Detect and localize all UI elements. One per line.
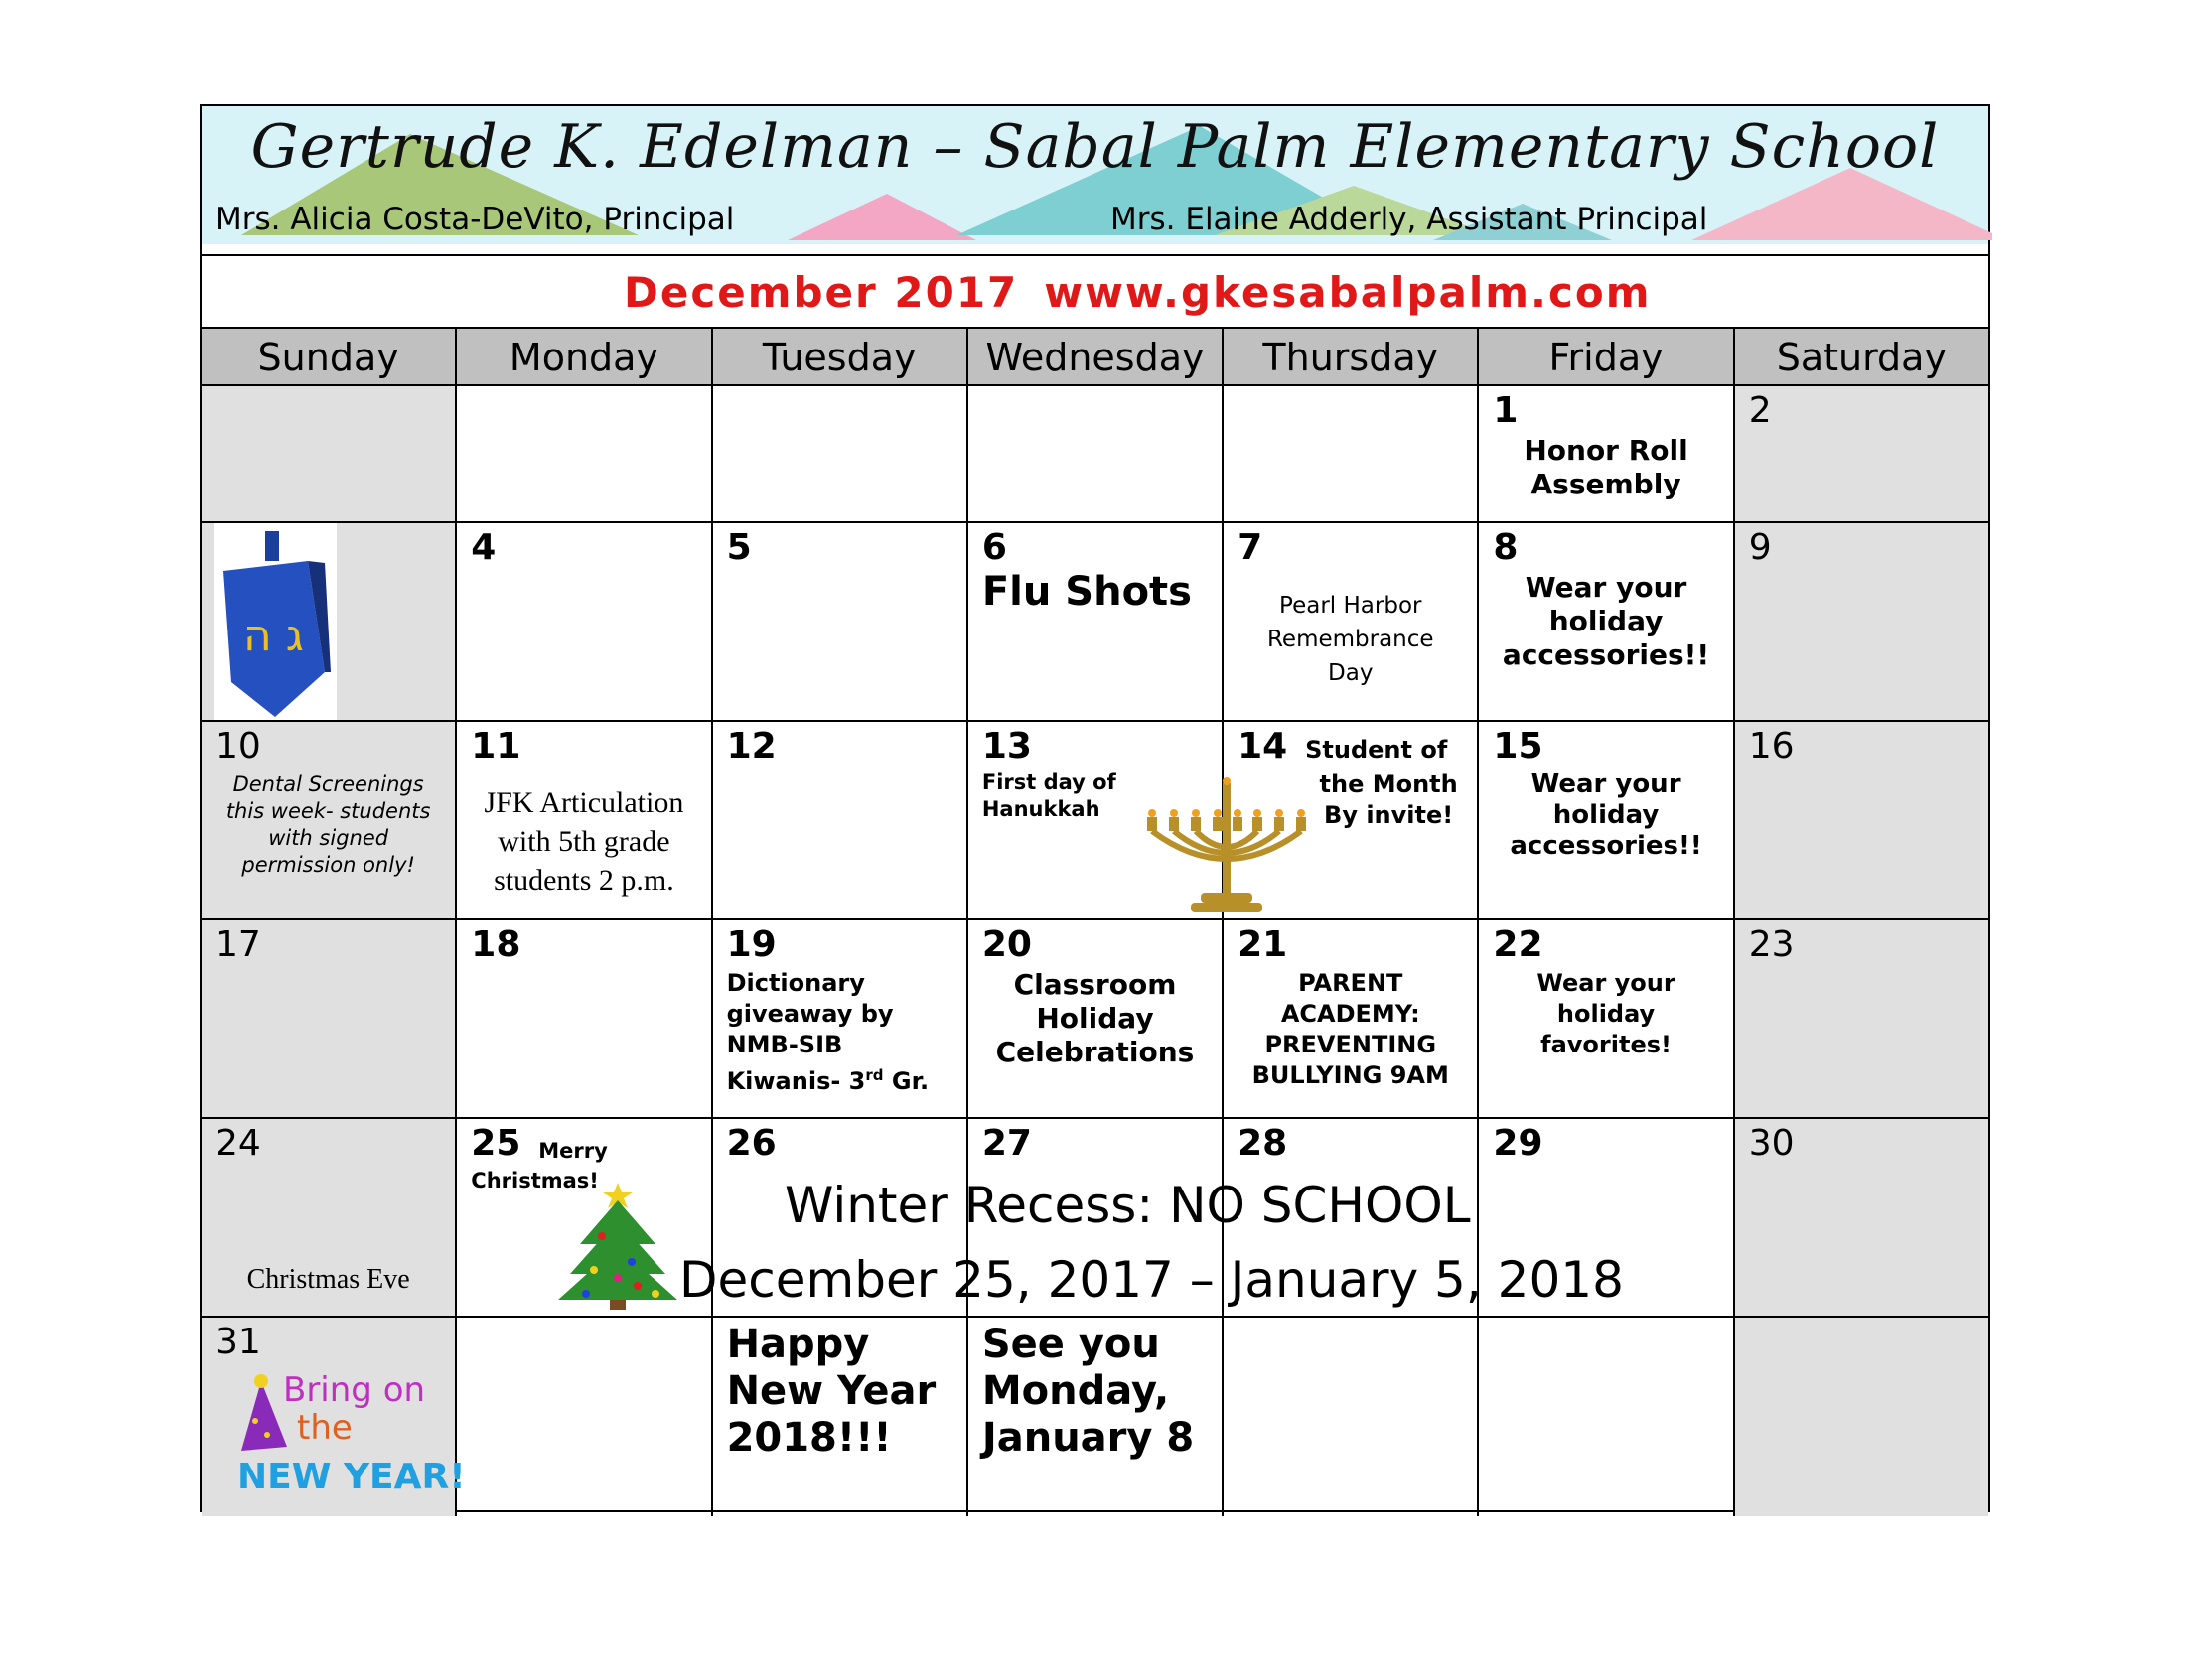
day-number: 5 [726,527,752,568]
day-number: 26 [726,1123,777,1164]
day-cell-empty [1735,1318,1988,1516]
day-cell-8 [1479,523,1734,720]
event-dictionary-sup: rd [865,1066,884,1084]
day-cell-1 [1479,386,1734,521]
week-row [202,386,1988,523]
event-see-you-monday: See you Monday, January 8 [981,1322,1195,1461]
day-cell-see-you [968,1318,1224,1516]
day-number: 6 [981,527,1007,568]
event-jfk-articulation: JFK Articulation with 5th grade students 2 p.m. [484,786,684,897]
day-number: 17 [216,924,261,965]
event-holiday-accessories: Wear your holiday accessories!! [1510,770,1702,861]
week-row [202,523,1988,722]
week-row [202,1318,1988,1516]
day-number: 13 [981,726,1032,767]
day-cell-empty [968,386,1224,521]
day-cell-15 [1479,722,1734,918]
day-cell-2 [1735,386,1988,521]
day-cell-9 [1735,523,1988,720]
event-merry: Merry [538,1139,608,1163]
day-number: 31 [216,1322,261,1362]
day-number: 19 [726,924,777,965]
assistant-principal-name: Mrs. Elaine Adderly, Assistant Principal [1110,202,1708,237]
event-dictionary-text: Dictionary giveaway by NMB-SIB Kiwanis- 3 [726,969,894,1095]
new-year-line-1: Bring on [283,1370,426,1410]
day-number: 14 [1238,726,1288,767]
new-year-line-3: NEW YEAR! [237,1457,466,1497]
event-dictionary-tail: Gr. [883,1067,930,1095]
day-number: 28 [1238,1123,1288,1164]
day-number: 25 [471,1123,521,1164]
day-cell-empty [202,386,457,521]
day-cell-11 [457,722,712,918]
day-cell-empty [1224,386,1479,521]
day-number: 4 [471,527,497,568]
event-parent-academy: PARENT ACADEMY: PREVENTING BULLYING 9AM [1251,969,1449,1089]
website-link[interactable]: www.gkesabalpalm.com [1044,268,1652,317]
weekday-sunday: Sunday [202,329,457,384]
day-cell-25 [457,1119,712,1316]
weekday-friday: Friday [1479,329,1734,384]
event-holiday-favorites: Wear your holiday favorites! [1536,969,1675,1058]
day-number: 23 [1748,924,1795,965]
school-title: Gertrude K. Edelman – Sabal Palm Elementary School [250,112,1940,182]
dreidel-icon [214,523,337,720]
day-cell-empty [713,386,968,521]
event-student-of-month-b: the Month By invite! [1319,770,1458,829]
day-number: 8 [1493,527,1519,568]
day-cell-empty [1224,1318,1479,1516]
day-number: 22 [1493,924,1543,965]
day-number: 21 [1238,924,1288,965]
day-number: 15 [1493,726,1543,767]
day-cell-10 [202,722,457,918]
day-number: 2 [1748,390,1772,431]
new-year-line-2: the [297,1408,353,1448]
new-year-icon [231,1361,466,1506]
event-student-of-month-a: Student of [1305,736,1448,764]
event-dental-screenings: Dental Screenings this week- students with signed permission only! [225,772,431,877]
day-number: 27 [981,1123,1032,1164]
day-cell-5 [713,523,968,720]
day-number: 7 [1238,527,1263,568]
banner-snow [202,244,1988,254]
day-cell-4 [457,523,712,720]
principal-name: Mrs. Alicia Costa-DeVito, Principal [216,202,735,237]
day-cell-12 [713,722,968,918]
event-pearl-harbor: Pearl Harbor Remembrance Day [1266,593,1434,686]
event-flu-shots: Flu Shots [981,569,1192,615]
month-title: December 2017 [624,268,1019,317]
day-number: 11 [471,726,521,767]
event-honor-roll: Honor Roll Assembly [1524,434,1688,500]
event-christmas: Christmas! [471,1169,599,1192]
day-cell-empty [1479,1318,1734,1516]
day-number: 18 [471,924,521,965]
day-cell-happy-new-year [713,1318,968,1516]
day-cell-31 [202,1318,466,1516]
day-cell-20 [968,920,1224,1117]
day-cell-30 [1735,1119,1988,1316]
day-number: 10 [216,726,261,767]
weekday-header-row [202,329,1988,386]
day-cell-6 [968,523,1224,720]
header-banner [202,106,1988,256]
calendar-grid [202,329,1988,1516]
day-number: 9 [1748,527,1772,568]
day-cell-3 [202,523,457,720]
day-number: 30 [1748,1123,1795,1164]
event-christmas-eve: Christmas Eve [246,1264,410,1295]
weekday-tuesday: Tuesday [713,329,968,384]
day-cell-14 [1224,722,1479,918]
winter-recess-dates: December 25, 2017 – January 5, 2018 [679,1251,1624,1309]
event-dictionary-giveaway [727,968,956,1097]
day-cell-17 [202,920,457,1117]
winter-recess-notice: Winter Recess: NO SCHOOL [785,1177,1471,1234]
weekday-monday: Monday [457,329,712,384]
day-cell-13 [968,722,1224,918]
day-number: 12 [726,726,777,767]
day-number: 29 [1493,1123,1543,1164]
day-cell-empty [457,1318,712,1516]
week-row [202,920,1988,1119]
week-row [202,722,1988,920]
event-classroom-celebrations: Classroom Holiday Celebrations [995,968,1195,1068]
day-cell-22 [1479,920,1734,1117]
event-holiday-accessories: Wear your holiday accessories!! [1502,571,1710,671]
day-cell-23 [1735,920,1988,1117]
day-number: 16 [1748,726,1795,767]
day-cell-19 [713,920,968,1117]
day-number: 20 [981,924,1032,965]
event-hanukkah: First day of Hanukkah [981,770,1116,821]
day-cell-7 [1224,523,1479,720]
day-cell-18 [457,920,712,1117]
dreidel-letters: ג ה [243,611,304,661]
day-cell-24 [202,1119,457,1316]
day-number: 1 [1493,390,1519,431]
month-line [624,268,1677,317]
day-cell-16 [1735,722,1988,918]
day-number: 24 [216,1123,261,1164]
month-row [202,256,1988,329]
weekday-thursday: Thursday [1224,329,1479,384]
day-cell-empty [457,386,712,521]
event-happy-new-year: Happy New Year 2018!!! [726,1322,937,1461]
day-cell-21 [1224,920,1479,1117]
weekday-saturday: Saturday [1776,336,1947,379]
christmas-tree-icon [538,1175,697,1318]
weekday-wednesday: Wednesday [968,329,1224,384]
